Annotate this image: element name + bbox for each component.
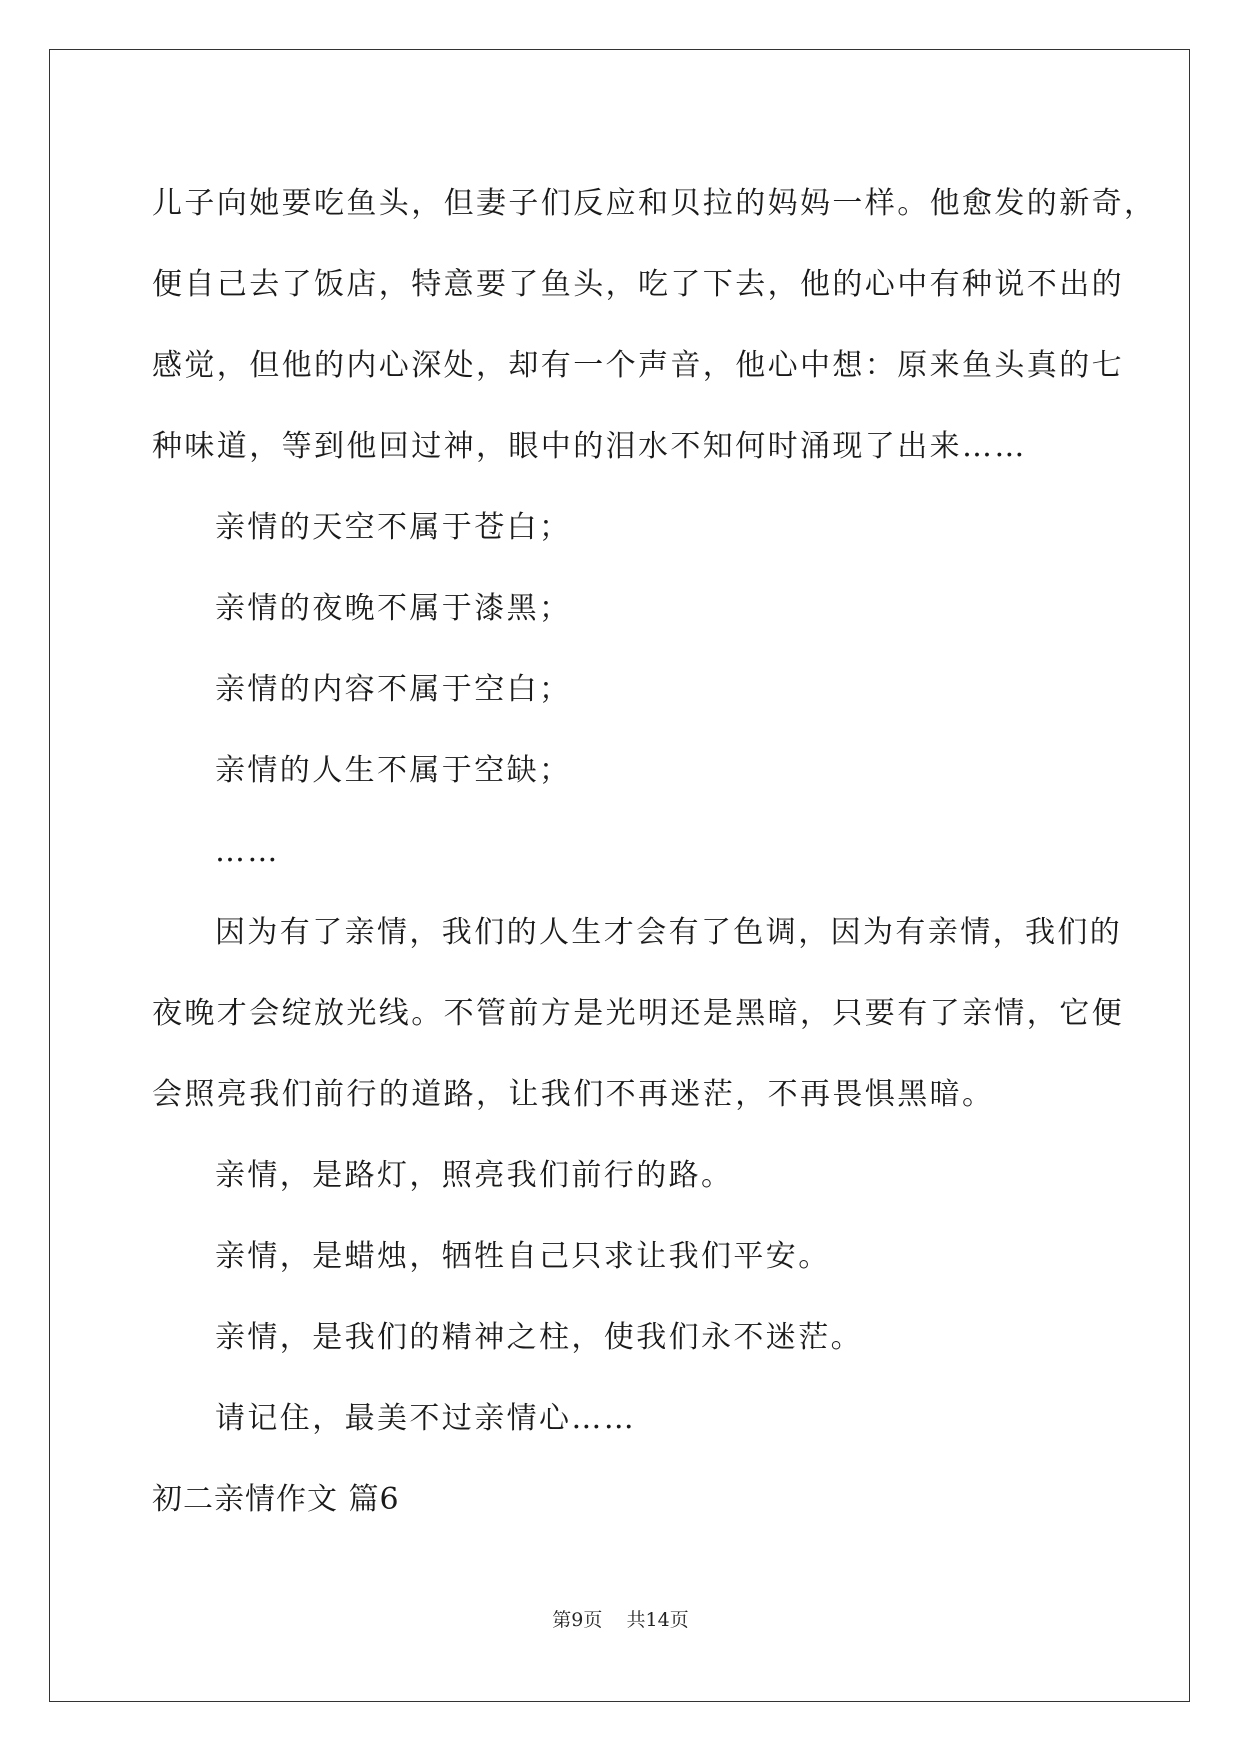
closing-line: 亲情，是路灯，照亮我们前行的路。 [215, 1158, 734, 1193]
paragraph-line: 夜晚才会绽放光线。不管前方是光明还是黑暗，只要有了亲情，它便 [152, 996, 1124, 1031]
closing-line: 请记住，最美不过亲情心…… [215, 1401, 637, 1436]
verse-line: 亲情的天空不属于苍白； [215, 510, 572, 545]
paragraph-line: 因为有了亲情，我们的人生才会有了色调，因为有亲情，我们的 [215, 915, 1123, 950]
paragraph-line: 感觉，但他的内心深处，却有一个声音，他心中想：原来鱼头真的七 [152, 348, 1124, 383]
verse-line: 亲情的人生不属于空缺； [215, 753, 572, 788]
paragraph-line: 便自己去了饭店，特意要了鱼头，吃了下去，他的心中有种说不出的 [152, 267, 1124, 302]
page-number-label: 第9页 共14页 [552, 1609, 689, 1631]
section-heading: 初二亲情作文 篇6 [152, 1482, 400, 1517]
verse-line: 亲情的内容不属于空白； [215, 672, 572, 707]
page-number-footer [0, 1605, 1241, 1632]
document-body [152, 163, 1157, 1540]
paragraph-line: 种味道，等到他回过神，眼中的泪水不知何时涌现了出来…… [152, 429, 1027, 464]
verse-line: 亲情的夜晚不属于漆黑； [215, 591, 572, 626]
paragraph-line: 儿子向她要吃鱼头，但妻子们反应和贝拉的妈妈一样。他愈发的新奇， [152, 186, 1157, 221]
paragraph-line: 会照亮我们前行的道路，让我们不再迷茫，不再畏惧黑暗。 [152, 1077, 995, 1112]
closing-line: 亲情，是我们的精神之柱，使我们永不迷茫。 [215, 1320, 863, 1355]
verse-ellipsis: …… [215, 834, 280, 869]
closing-line: 亲情，是蜡烛，牺牲自己只求让我们平安。 [215, 1239, 831, 1274]
